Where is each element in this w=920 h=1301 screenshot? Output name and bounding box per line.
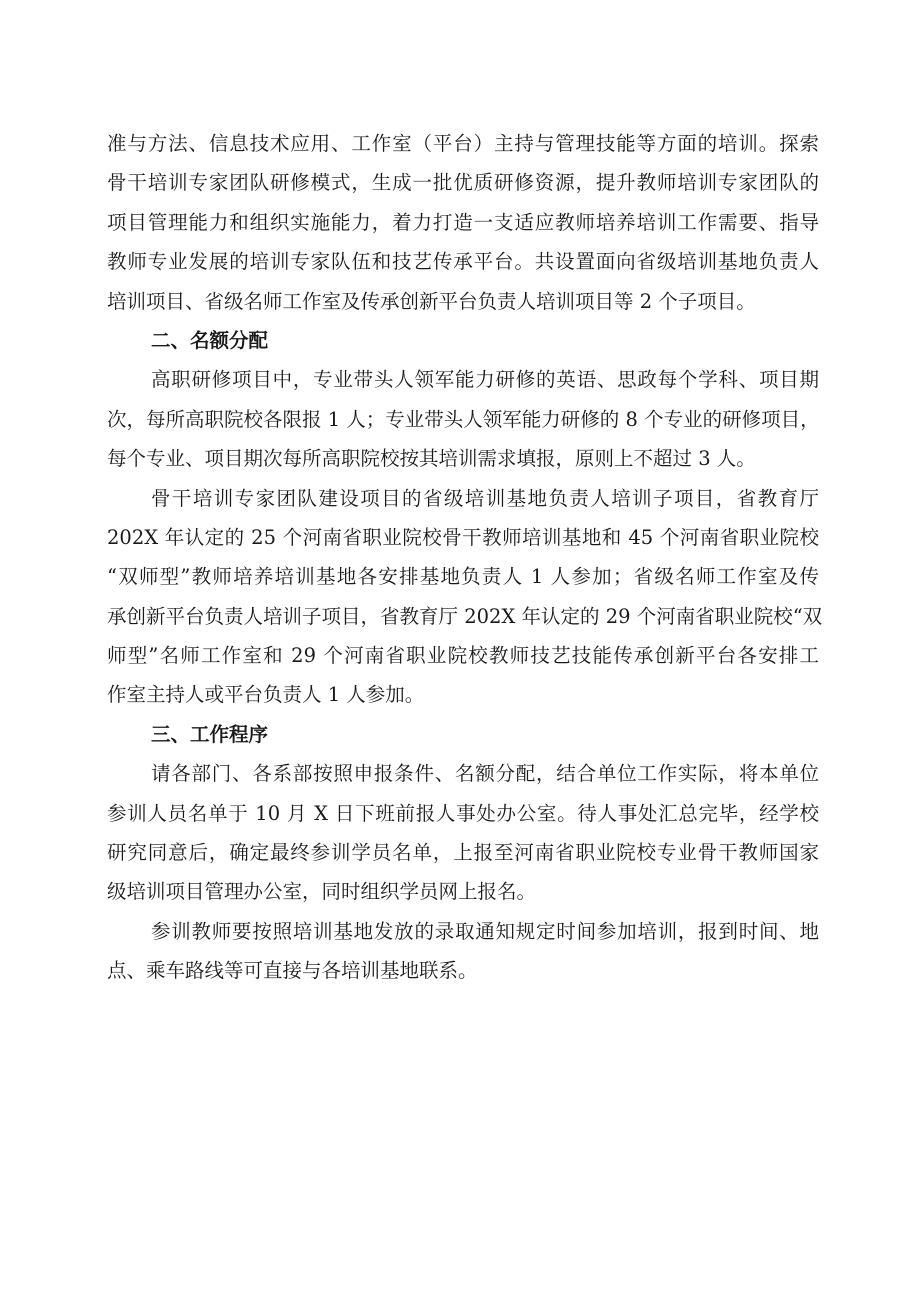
text-line: “双师型”教师培养培训基地各安排基地负责人 1 人参加；省级名师工作室及传 [107, 565, 819, 589]
text-line: 点、乘车路线等可直接与各培训基地联系。 [107, 959, 478, 983]
text-line: 骨干培训专家团队研修模式，生成一批优质研修资源，提升教师培训专家团队的 [107, 171, 819, 195]
text-line: 准与方法、信息技术应用、工作室（平台）主持与管理技能等方面的培训。探索 [107, 132, 819, 155]
text-line: 次，每所高职院校各限报 1 人；专业带头人领军能力研修的 8 个专业的研修项目， [107, 407, 820, 431]
section-heading-procedure: 三、工作程序 [151, 722, 269, 746]
text-line: 研究同意后，确定最终参训学员名单，上报至河南省职业院校专业骨干教师国家 [107, 841, 819, 865]
text-line: 骨干培训专家团队建设项目的省级培训基地负责人培训子项目，省教育厅 [151, 486, 819, 510]
text-line: 202X 年认定的 25 个河南省职业院校骨干教师培训基地和 45 个河南省职业院校 [107, 525, 819, 549]
text-line: 承创新平台负责人培训子项目，省教育厅 202X 年认定的 29 个河南省职业院校“双 [107, 604, 823, 628]
document-body [107, 124, 823, 991]
paragraph-quota-vocational [107, 360, 819, 478]
paragraph-training-content [107, 124, 819, 321]
text-line: 参训教师要按照培训基地发放的录取通知规定时间参加培训，报到时间、地 [151, 919, 819, 943]
paragraph-quota-experts [107, 479, 823, 715]
paragraph-procedure-attend [107, 912, 819, 991]
text-line: 培训项目、省级名师工作室及传承创新平台负责人培训项目等 2 个子项目。 [107, 289, 756, 313]
paragraph-procedure-submit [107, 754, 819, 912]
section-heading-quota: 二、名额分配 [151, 328, 269, 352]
text-line: 教师专业发展的培训专家队伍和技艺传承平台。共设置面向省级培训基地负责人 [107, 250, 819, 274]
text-line: 高职研修项目中，专业带头人领军能力研修的英语、思政每个学科、项目期 [151, 368, 819, 392]
text-line: 级培训项目管理办公室，同时组织学员网上报名。 [107, 880, 537, 904]
text-line: 请各部门、各系部按照申报条件、名额分配，结合单位工作实际，将本单位 [151, 762, 819, 786]
text-line: 参训人员名单于 10 月 X 日下班前报人事处办公室。待人事处汇总完毕，经学校 [107, 801, 819, 825]
text-line: 作室主持人或平台负责人 1 人参加。 [107, 683, 425, 707]
text-line: 每个专业、项目期次每所高职院校按其培训需求填报，原则上不超过 3 人。 [107, 447, 756, 471]
text-line: 项目管理能力和组织实施能力，着力打造一支适应教师培养培训工作需要、指导 [107, 210, 819, 234]
text-line: 师型”名师工作室和 29 个河南省职业院校教师技艺技能传承创新平台各安排工 [107, 644, 819, 668]
